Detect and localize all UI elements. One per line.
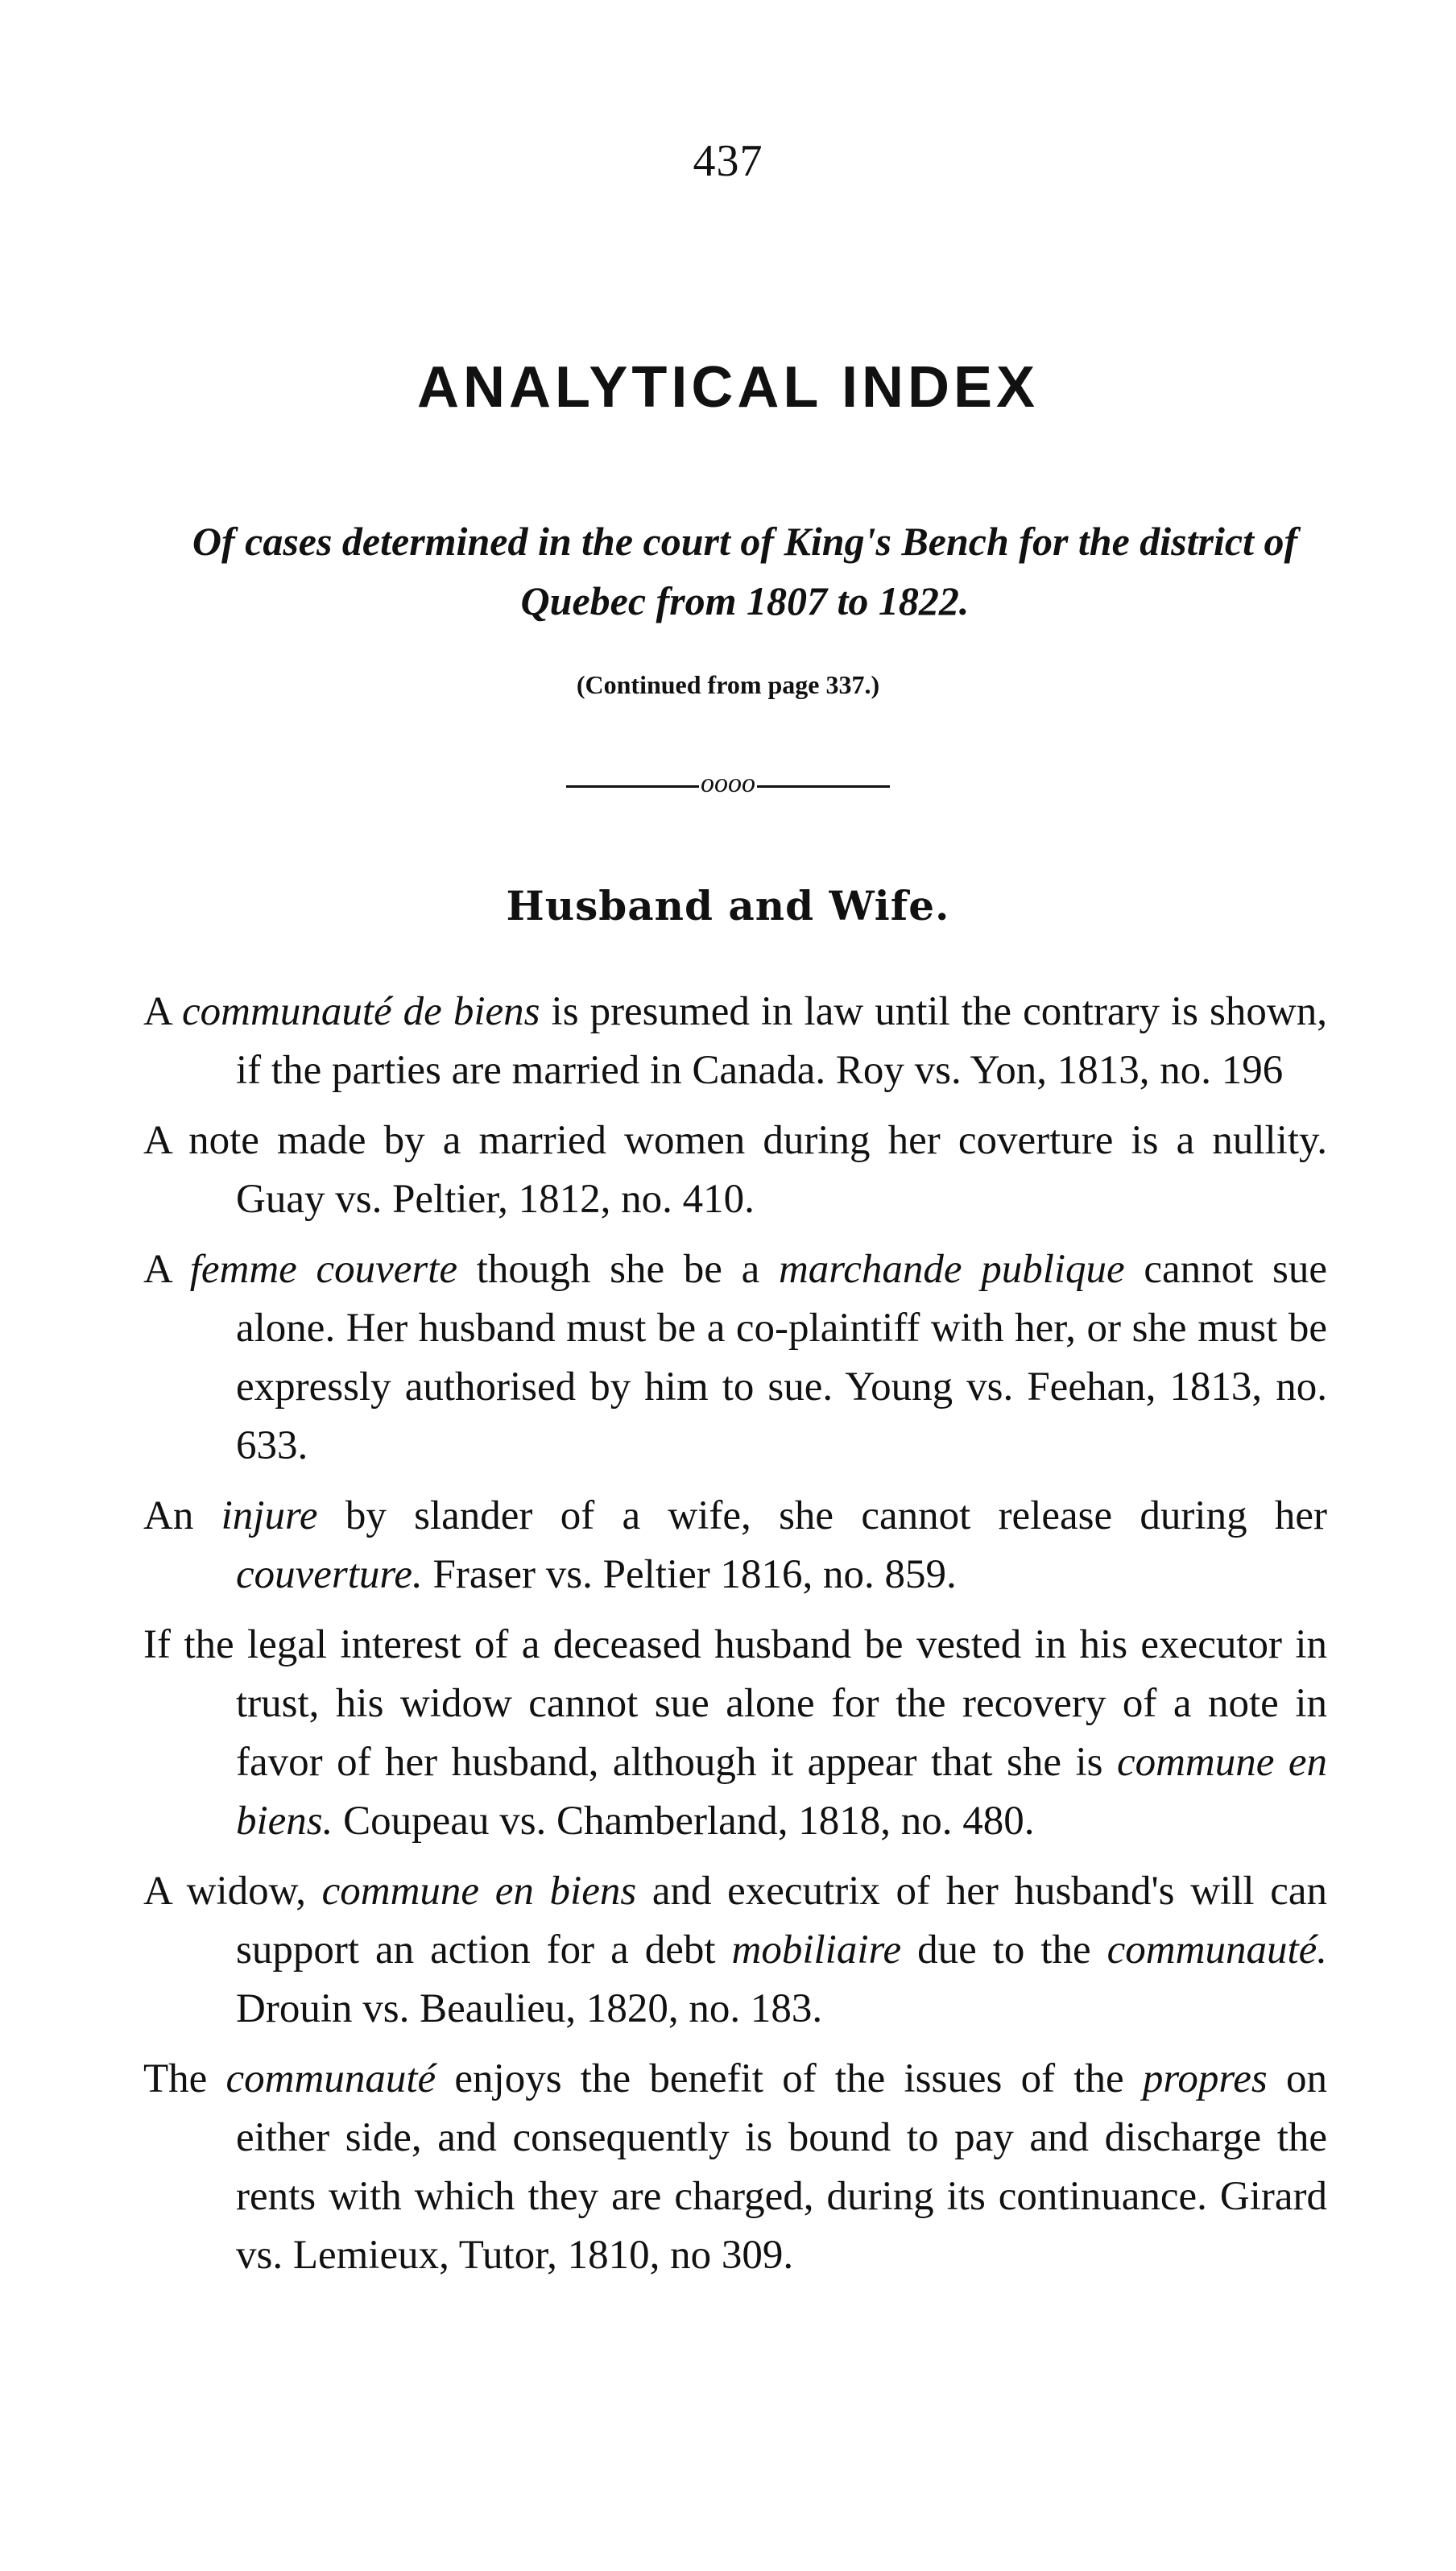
entry-italic-term: communauté.: [1106, 1927, 1327, 1973]
entry-italic-term: commune en biens: [321, 1869, 637, 1914]
ornamental-divider: [0, 768, 1456, 799]
entry-text: though she be a: [457, 1247, 779, 1292]
index-entries: [143, 983, 1327, 2296]
page-title: ANALYTICAL INDEX: [416, 355, 1040, 420]
section-heading: Husband and Wife.: [506, 882, 950, 929]
entry-text: Drouin vs. Beaulieu, 1820, no. 183.: [236, 1986, 823, 2031]
entry-italic-term: commune en biens.: [236, 1740, 1327, 1844]
entry-text: enjoys the benefit of the issues of the: [436, 2056, 1143, 2101]
entry-text: A note made by a married women during her coverture is a nullity. Guay vs. Peltier, 1812, no. 410.: [143, 1118, 1327, 1222]
index-entry: [143, 1862, 1327, 2039]
entry-text: by slander of a wife, she cannot release during her: [317, 1493, 1327, 1538]
entry-text: The: [143, 2056, 226, 2101]
entry-text: Coupeau vs. Chamberland, 1818, no. 480.: [333, 1799, 1035, 1844]
divider-mark: oooo: [701, 768, 755, 798]
index-entry: [143, 1487, 1327, 1604]
entry-text: A: [143, 989, 183, 1034]
entry-text: on either side, and consequently is bound to pay and discharge the rents with which they are charged, during its continuance. Girard vs. Lemieux, Tutor, 1810, no 309.: [236, 2056, 1328, 2278]
entry-italic-term: communauté: [225, 2056, 436, 2101]
index-entry: [143, 2050, 1327, 2285]
entry-italic-term: communauté de biens: [182, 989, 540, 1034]
entry-text: A widow,: [143, 1869, 322, 1914]
divider-rule-left: [566, 785, 699, 788]
entry-text: due to the: [901, 1927, 1107, 1973]
entry-italic-term: couverture.: [236, 1552, 423, 1597]
divider-rule-right: [757, 785, 890, 788]
index-entry: [143, 1616, 1327, 1851]
index-entry: [143, 983, 1327, 1100]
index-entry: [143, 1112, 1327, 1229]
continued-note: (Continued from page 337.): [576, 670, 880, 699]
entry-italic-term: propres: [1142, 2056, 1268, 2101]
entry-text: and executrix of her husband's will can support an action for a debt: [236, 1869, 1327, 1973]
page-number: 437: [693, 136, 763, 186]
entry-text: If the legal interest of a deceased husband be vested in his executor in trust, his widow cannot sue alone for the recovery of a note in favor of her husband, although it appear that she is: [143, 1622, 1327, 1785]
entry-italic-term: femme couverte: [189, 1247, 458, 1292]
entry-text: An: [143, 1493, 221, 1538]
entry-italic-term: injure: [221, 1493, 318, 1538]
entry-text: Fraser vs. Peltier 1816, no. 859.: [422, 1552, 957, 1597]
entry-italic-term: marchande publique: [778, 1247, 1125, 1292]
entry-text: A: [143, 1247, 190, 1292]
entry-text: cannot sue alone. Her husband must be a co-plaintiff with her, or she must be expressly authorised by him to sue. Young vs. Feehan, 1813, no. 633.: [236, 1247, 1327, 1468]
index-entry: [143, 1240, 1327, 1476]
entry-italic-term: mobiliaire: [731, 1927, 902, 1973]
subtitle: Of cases determined in the court of King's Bench for the district of Quebec from 1807 to 1822.: [192, 519, 1298, 623]
entry-text: is presumed in law until the contrary is shown, if the parties are married in Canada. Roy vs. Yon, 1813, no. 196: [236, 989, 1327, 1093]
